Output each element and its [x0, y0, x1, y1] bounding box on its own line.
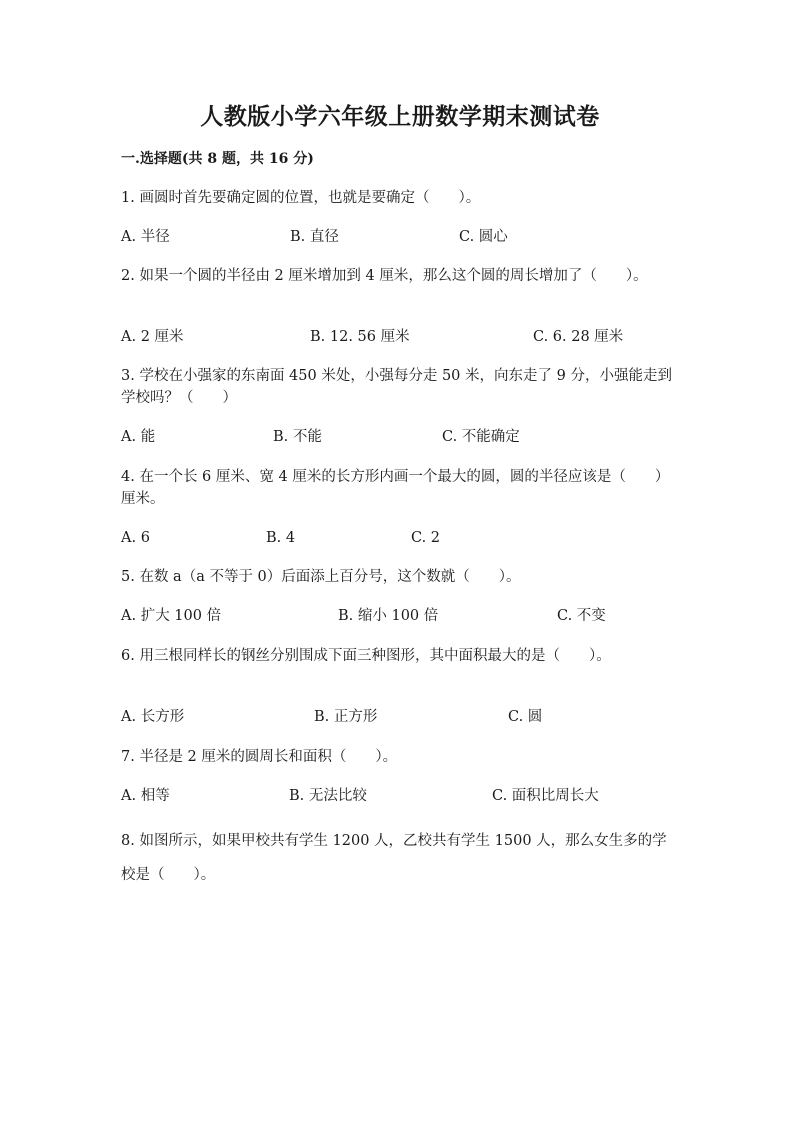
options-2 [0, 326, 800, 348]
page-title: 人教版小学六年级上册数学期末测试卷 [200, 103, 600, 130]
option-3-a[interactable]: A. 能 [121, 429, 156, 445]
question-7: 7. 半径是 2 厘米的圆周长和面积（ ）。 [121, 749, 398, 765]
options-3 [0, 426, 800, 448]
option-5-c[interactable]: C. 不变 [557, 608, 606, 624]
options-6 [0, 706, 800, 728]
question-1: 1. 画圆时首先要确定圆的位置，也就是要确定（ ）。 [121, 190, 481, 206]
options-4 [0, 527, 800, 549]
option-4-b[interactable]: B. 4 [266, 530, 296, 546]
option-7-b[interactable]: B. 无法比较 [289, 788, 367, 804]
option-1-c[interactable]: C. 圆心 [459, 229, 508, 245]
option-4-a[interactable]: A. 6 [121, 530, 150, 546]
option-6-c[interactable]: C. 圆 [508, 709, 543, 725]
option-4-c[interactable]: C. 2 [411, 530, 441, 546]
option-3-b[interactable]: B. 不能 [273, 429, 322, 445]
option-5-a[interactable]: A. 扩大 100 倍 [121, 608, 222, 624]
option-1-a[interactable]: A. 半径 [121, 229, 170, 245]
option-6-b[interactable]: B. 正方形 [314, 709, 378, 725]
option-2-c[interactable]: C. 6. 28 厘米 [533, 329, 624, 345]
section-heading: 一.选择题(共 8 题，共 16 分) [121, 151, 314, 167]
question-4: 4. 在一个长 6 厘米、宽 4 厘米的长方形内画一个最大的圆，圆的半径应该是（ ）厘米。 [121, 469, 670, 507]
option-6-a[interactable]: A. 长方形 [121, 709, 185, 725]
question-2: 2. 如果一个圆的半径由 2 厘米增加到 4 厘米，那么这个圆的周长增加了（ ）。 [121, 268, 648, 284]
option-5-b[interactable]: B. 缩小 100 倍 [338, 608, 439, 624]
option-2-a[interactable]: A. 2 厘米 [121, 329, 184, 345]
options-5 [0, 605, 800, 627]
question-5: 5. 在数 a（a 不等于 0）后面添上百分号，这个数就（ ）。 [121, 569, 521, 585]
option-3-c[interactable]: C. 不能确定 [442, 429, 520, 445]
options-7 [0, 785, 800, 807]
option-1-b[interactable]: B. 直径 [290, 229, 339, 245]
options-1 [0, 226, 800, 248]
option-2-b[interactable]: B. 12. 56 厘米 [310, 329, 410, 345]
option-7-c[interactable]: C. 面积比周长大 [492, 788, 599, 804]
question-3: 3. 学校在小强家的东南面 450 米处，小强每分走 50 米，向东走了 9 分，小强能走到学校吗？（ ） [121, 368, 672, 406]
question-6: 6. 用三根同样长的钢丝分别围成下面三种图形，其中面积最大的是（ ）。 [121, 648, 611, 664]
question-8: 8. 如图所示，如果甲校共有学生 1200 人，乙校共有学生 1500 人，那么女生多的学校是（ ）。 [121, 833, 667, 883]
option-7-a[interactable]: A. 相等 [121, 788, 170, 804]
